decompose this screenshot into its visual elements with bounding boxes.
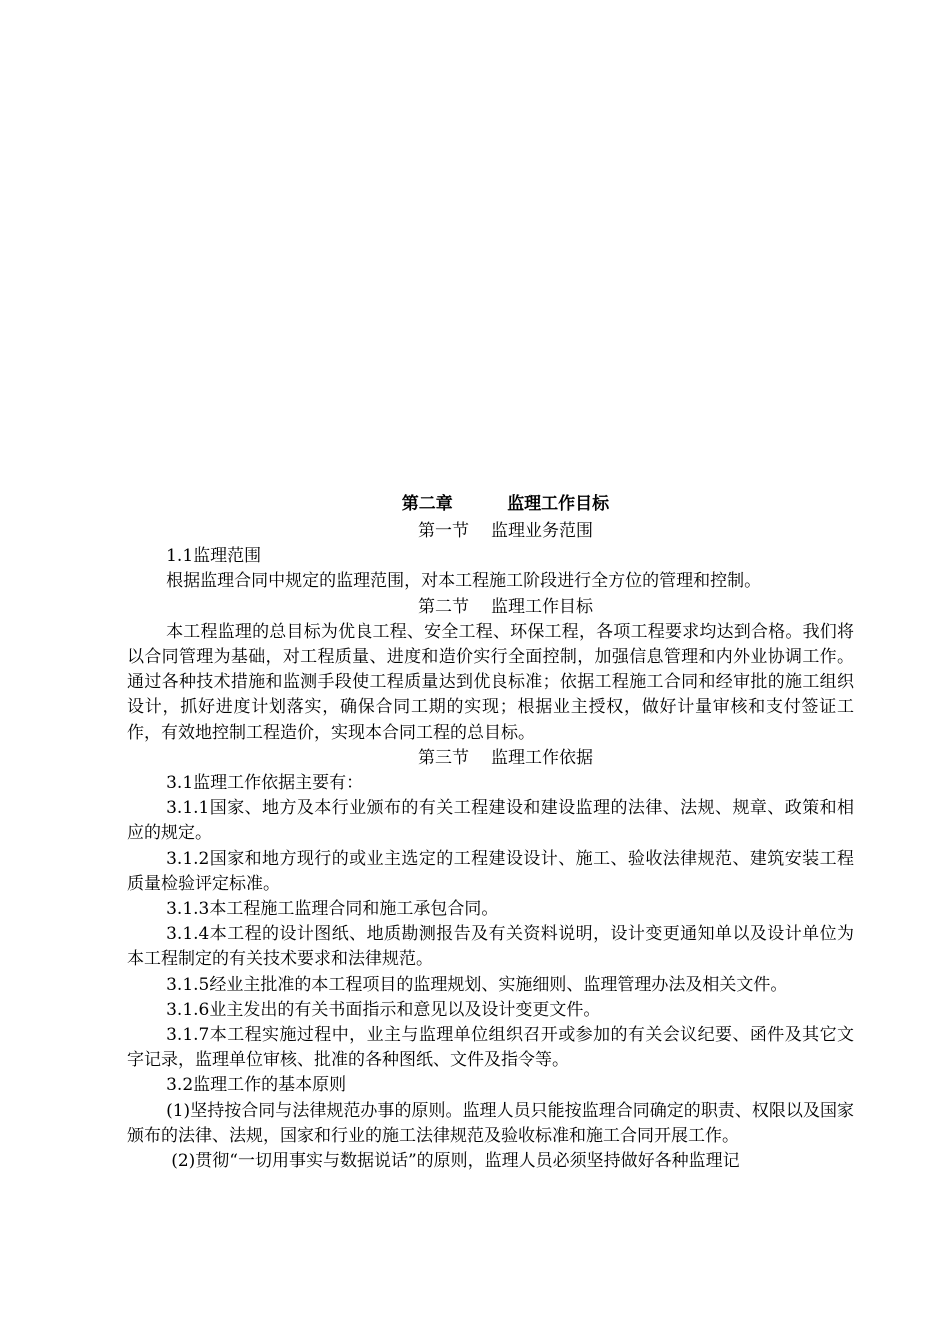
paragraph-3-1-3: 3.1.3本工程施工监理合同和施工承包合同。 — [166, 899, 499, 920]
section-title-text: 监理工作依据 — [491, 747, 594, 768]
paragraph-1-1-body: 根据监理合同中规定的监理范围，对本工程施工阶段进行全方位的管理和控制。 — [166, 571, 762, 592]
paragraph-3-1-4: 3.1.4本工程的设计图纸、地质勘测报告及有关资料说明，设计变更通知单以及设计单位为本工程制定的有关技术要求和法律规范。 — [127, 924, 854, 970]
chapter-title — [127, 489, 854, 519]
paragraph-3-1-7: 3.1.7本工程实施过程中，业主与监理单位组织召开或参加的有关会议纪要、函件及其它文字记录，监理单位审核、批准的各种图纸、文件及指令等。 — [127, 1025, 854, 1071]
section-title-text: 监理业务范围 — [491, 521, 594, 541]
paragraph-3-1-6: 3.1.6业主发出的有关书面指示和意见以及设计变更文件。 — [166, 999, 601, 1020]
section-title-3 — [127, 746, 854, 771]
section-title-2 — [127, 595, 854, 620]
document-body — [127, 489, 854, 1174]
paragraph-principle-1: (1)坚持按合同与法律规范办事的原则。监理人员只能按监理合同确定的职责、权限以及国家颁布的法律、法规，国家和行业的施工法律规范及验收标准和施工合同开展工作。 — [127, 1100, 854, 1146]
paragraph-3-2: 3.2监理工作的基本原则 — [166, 1075, 347, 1096]
paragraph-3-1: 3.1监理工作依据主要有： — [166, 773, 364, 794]
paragraph-3-1-5: 3.1.5经业主批准的本工程项目的监理规划、实施细则、监理管理办法及相关文件。 — [166, 974, 788, 995]
chapter-number: 第二章 — [401, 494, 453, 514]
chapter-title-text: 监理工作目标 — [507, 494, 610, 514]
section-title-1 — [127, 519, 854, 544]
paragraph-goal: 本工程监理的总目标为优良工程、安全工程、环保工程，各项工程要求均达到合格。我们将以合同管理为基础，对工程质量、进度和造价实行全面控制，加强信息管理和内外业协调工作。通过各种技术措施和监测手段使工程质量达到优良标准；依据工程施工合同和经审批的施工组织设计，抓好进度计划落实，确保合同工期的实现；根据业主授权，做好计量审核和支付签证工作，有效地控制工程造价，实现本合同工程的总目标。 — [127, 621, 854, 743]
paragraph-3-1-1: 3.1.1国家、地方及本行业颁布的有关工程建设和建设监理的法律、法规、规章、政策和相应的规定。 — [127, 798, 854, 844]
paragraph-principle-2: (2)贯彻“一切用事实与数据说话”的原则，监理人员必须坚持做好各种监理记 — [171, 1151, 740, 1172]
paragraph-3-1-2: 3.1.2国家和地方现行的或业主选定的工程建设设计、施工、验收法律规范、建筑安装工程质量检验评定标准。 — [127, 848, 854, 894]
section-number: 第三节 — [417, 747, 469, 768]
section-number: 第一节 — [417, 521, 469, 541]
section-number: 第二节 — [417, 596, 469, 617]
section-title-text: 监理工作目标 — [491, 596, 594, 617]
paragraph-1-1-heading: 1.1监理范围 — [166, 546, 262, 567]
